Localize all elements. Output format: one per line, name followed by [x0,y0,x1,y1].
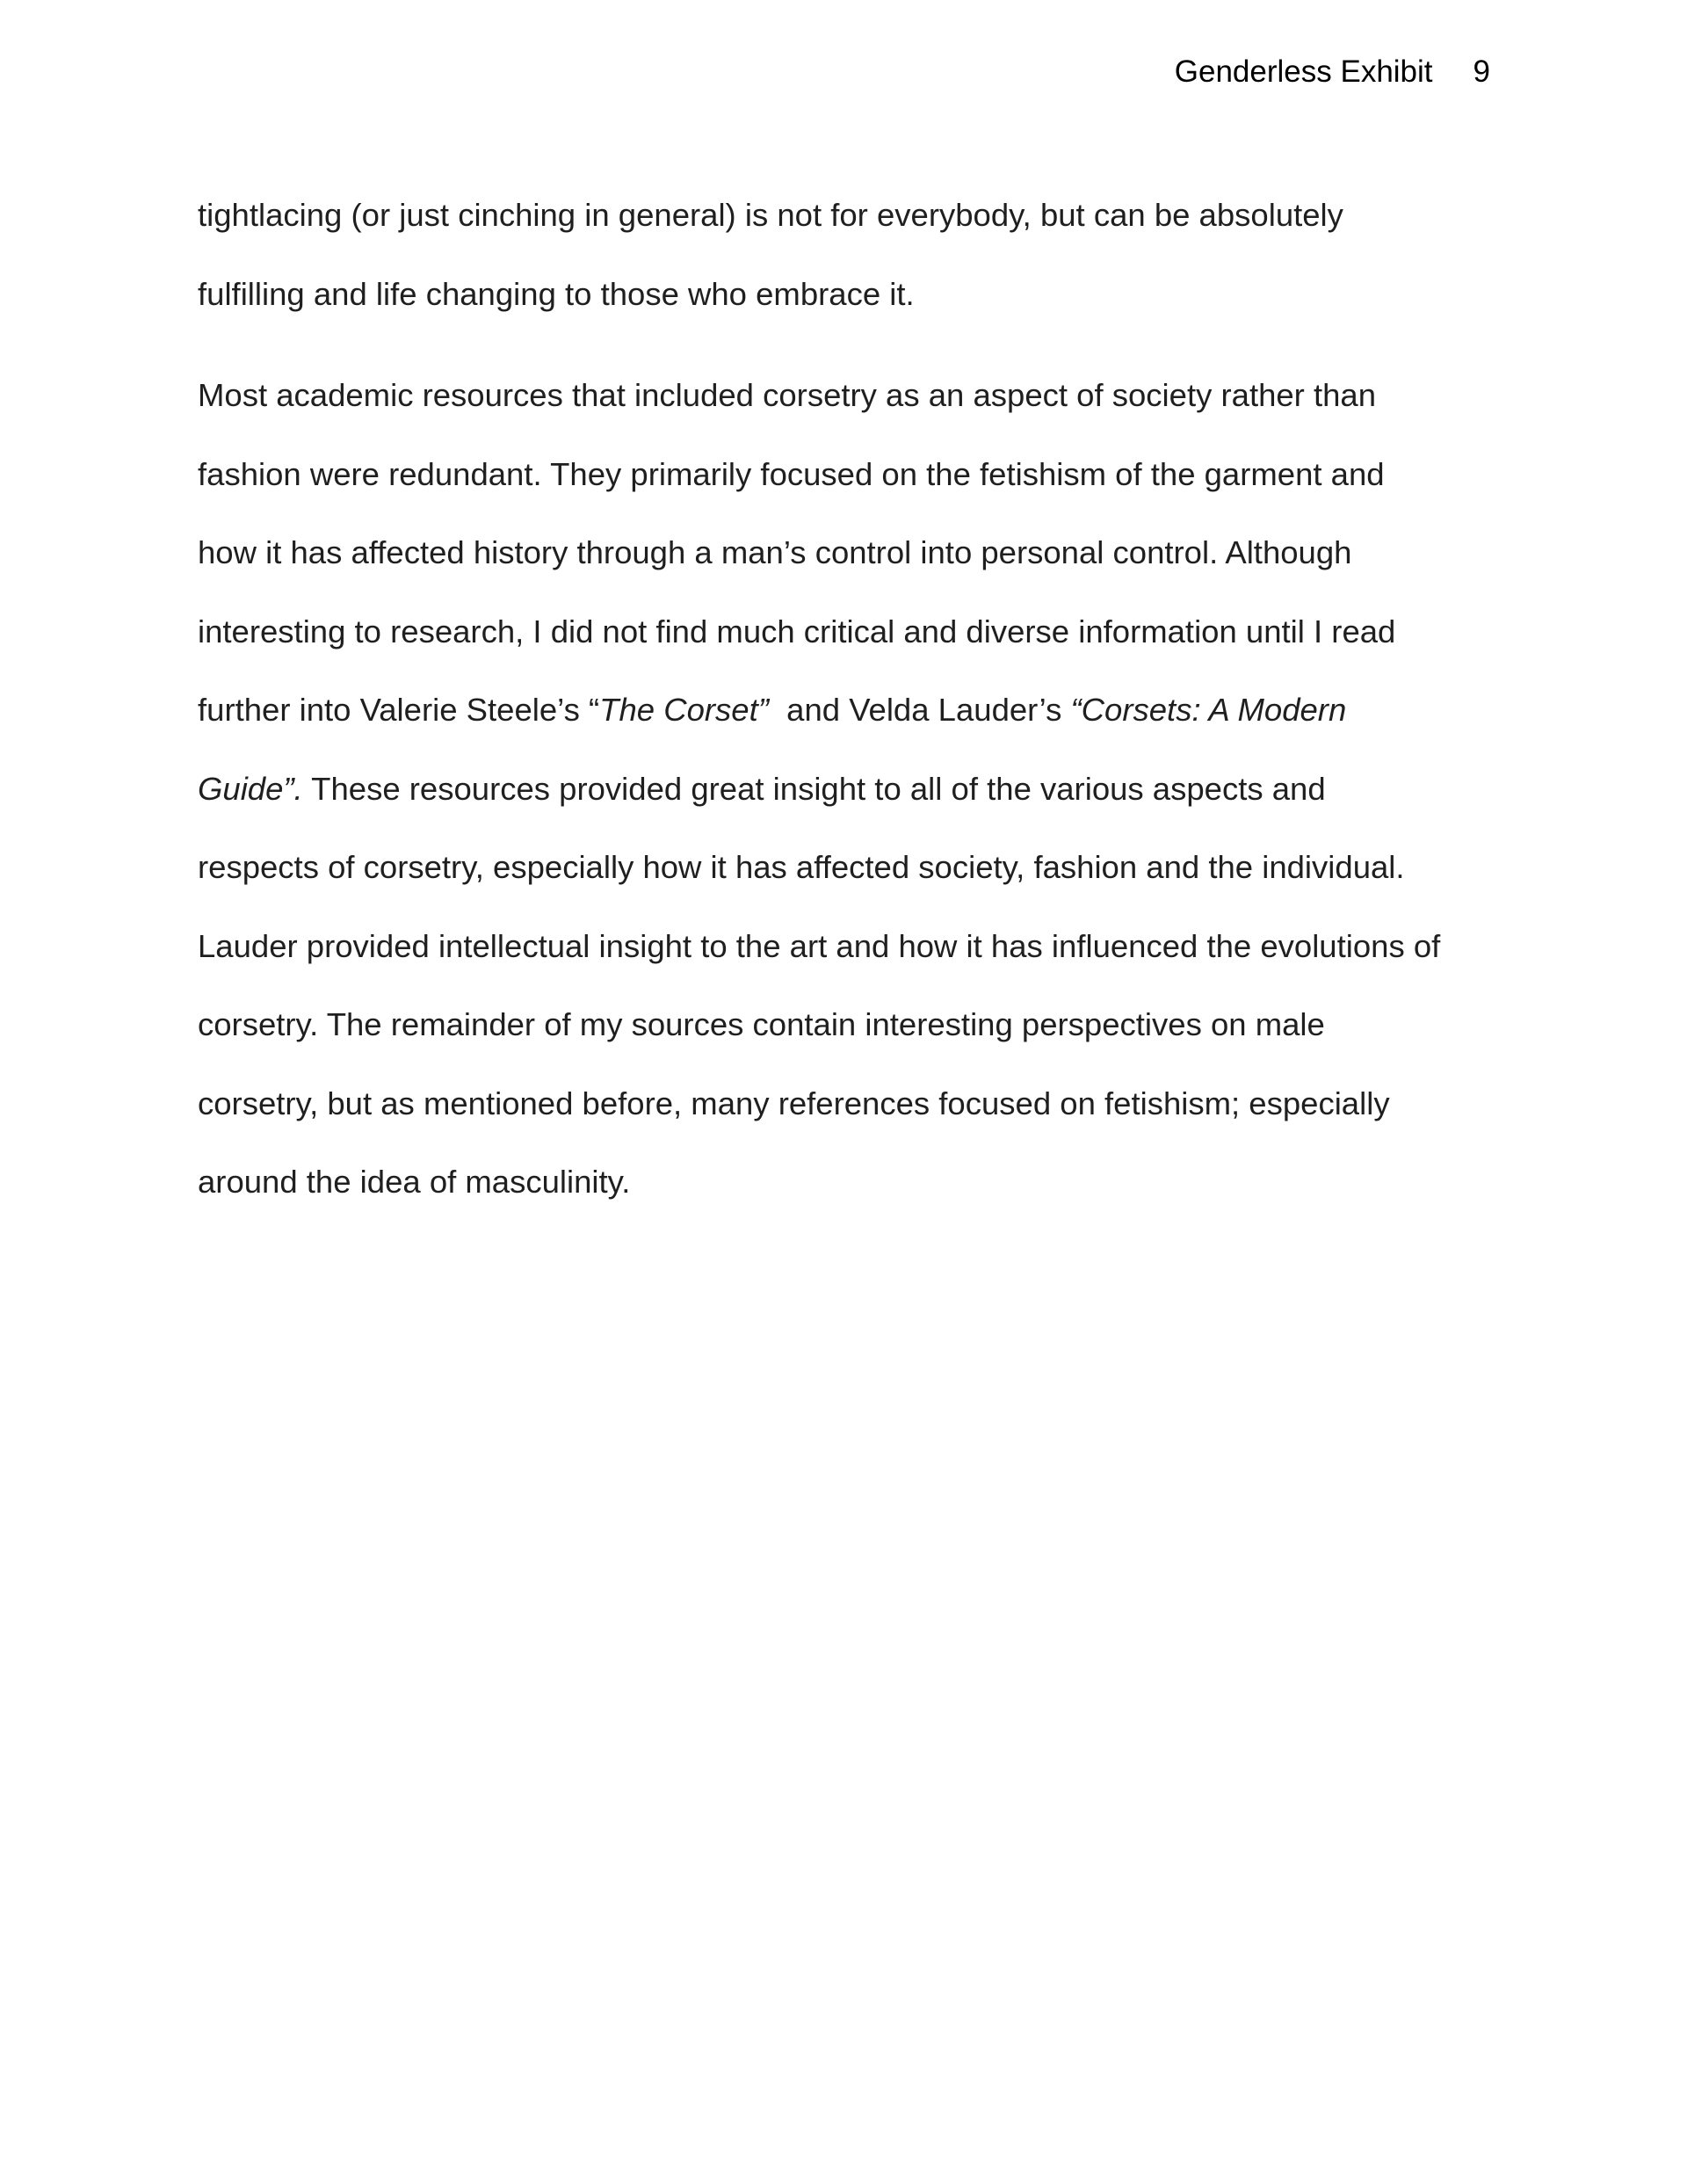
text-line: Lauder provided intellectual insight to the art and how it has influenced the evolutions of [198,927,1441,964]
text-line: around the idea of masculinity. [198,1164,631,1200]
text-line [198,767,1489,846]
paragraph-sources [198,374,1489,1239]
text-line: fashion were redundant. They primarily focused on the fetishism of the garment and [198,455,1385,492]
book-title-corsets-modern-guide: “Corsets: A Modern [1070,692,1347,728]
text-line: corsetry. The remainder of my sources contain interesting perspectives on male [198,1006,1325,1042]
text-line: interesting to research, I did not find much critical and diverse information until I read [198,613,1396,649]
text-run: and Velda Lauder’s [768,692,1071,728]
text-line: tightlacing (or just cinching in general) is not for everybody, but can be absolutely [198,197,1343,233]
text-line: fulfilling and life changing to those who embrace it. [198,275,915,312]
text-line: corsetry, but as mentioned before, many references focused on fetishism; especially [198,1085,1390,1121]
running-head [967,54,1490,90]
body-text [198,193,1489,1239]
book-title-the-corset: The Corset” [599,692,769,728]
paragraph-gap [198,351,1489,374]
text-run: These resources provided great insight to all of the various aspects and [302,770,1326,807]
text-run: further into Valerie Steele’s “ [198,692,600,728]
text-line: how it has affected history through a man’s control into personal control. Although [198,534,1352,570]
running-head-title: Genderless Exhibit [1174,54,1433,89]
book-title-corsets-modern-guide-end: Guide”. [198,770,303,807]
text-line: respects of corsetry, especially how it has affected society, fashion and the individual. [198,849,1405,885]
page-number: 9 [1473,54,1490,89]
text-line [198,688,1489,767]
paragraph-continuation [198,193,1489,351]
text-line: Most academic resources that included corsetry as an aspect of society rather than [198,377,1377,413]
